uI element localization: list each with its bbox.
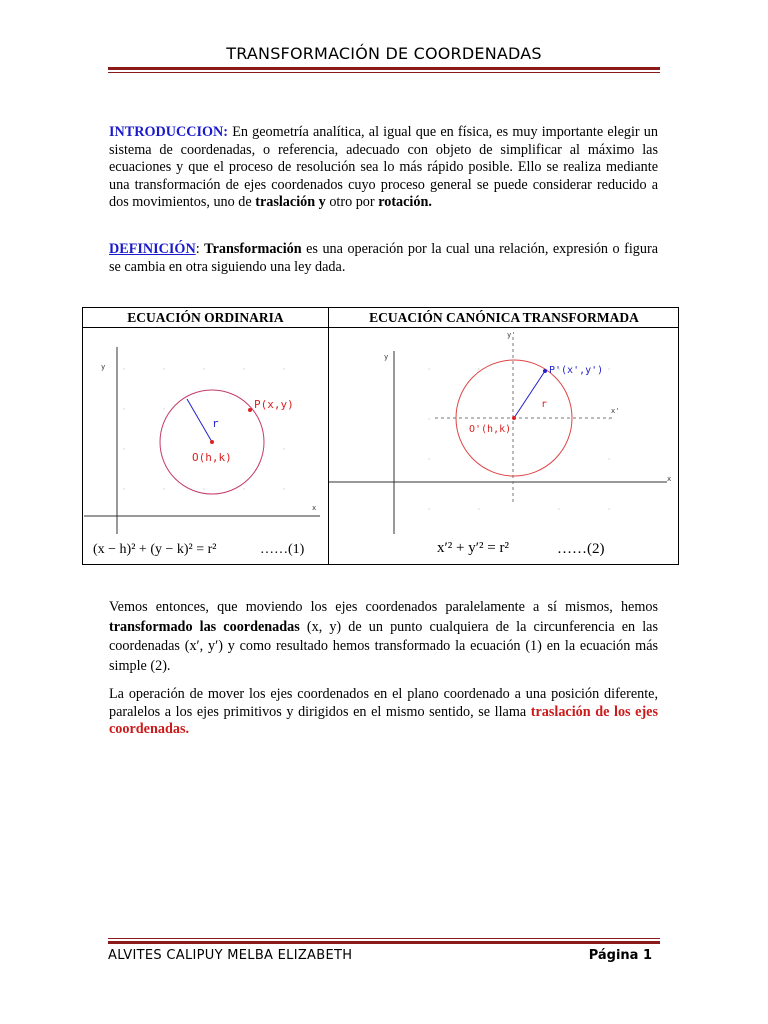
intro-text-2: otro por xyxy=(325,194,379,210)
definition-paragraph xyxy=(109,241,658,276)
paragraph-traslacion xyxy=(109,686,658,739)
point-label: P(x,y) xyxy=(254,398,294,411)
left-circle-figure xyxy=(84,329,327,534)
definition-text: es una operación por la cual una relación, expresión o figura se cambia en otra siguiendo una ley dada. xyxy=(109,241,658,275)
footer-author: ALVITES CALIPUY MELBA ELIZABETH xyxy=(108,948,353,963)
header-rule-thin xyxy=(108,72,660,73)
intro-label: INTRODUCCION: xyxy=(109,124,229,140)
left-column-header: ECUACIÓN ORDINARIA xyxy=(127,310,284,325)
y-axis-label: y xyxy=(384,353,389,361)
para4-text: La operación de mover los ejes coordenados en el plano coordenado a una posición diferente, paralelos a los ejes primitivos y dirigidos en el mismo sentido, se llama xyxy=(109,686,658,720)
para4-end: . xyxy=(185,721,190,737)
radius-label: r xyxy=(212,417,219,430)
para4-red-term: traslación de los ejes coordenadas xyxy=(109,703,658,737)
radius-label: r xyxy=(541,399,548,410)
para3-text-3: y como resultado hemos transformado la ecuación (1) en la ecuación más simple (2). xyxy=(109,638,659,674)
para3-bold: transformado las coordenadas xyxy=(109,618,300,635)
center-point xyxy=(210,440,214,444)
dot-grid xyxy=(428,368,610,510)
definition-bold: Transformación xyxy=(204,241,302,257)
para3-text: Vemos entonces, que moviendo los ejes coordenados paralelamente a sí mismos, hemos xyxy=(109,599,658,615)
intro-paragraph xyxy=(109,124,658,212)
footer-rule xyxy=(108,941,660,944)
para3-math-xy: (x, y) xyxy=(299,618,349,635)
para3-text-2: de un punto cualquiera de la circunferencia en las coordenadas xyxy=(109,618,659,654)
definition-label: DEFINICIÓN xyxy=(109,241,196,257)
left-equation-text: (x − h)² + (y − k)² = r² xyxy=(93,542,217,557)
footer-rule-thin xyxy=(108,938,660,939)
x-prime-axis-label: x' xyxy=(611,407,620,415)
p-point xyxy=(543,369,547,373)
left-equation xyxy=(93,542,216,558)
equation-table xyxy=(82,307,679,565)
radius-line xyxy=(187,399,212,442)
radius-line xyxy=(514,371,548,418)
intro-text: En geometría analítica, al igual que en física, es muy importante elegir un sistema de coordenadas, o referencia, adecuado con objeto de simplificar al máximo las ecuaciones y que el proceso de resolución sea lo más rápido posible. Ello se realiza mediante una transformación de ejes coordenados cuyo proceso general se puede considerar reducido a dos movimientos, uno de xyxy=(109,124,658,210)
y-axis-label: y xyxy=(101,363,106,371)
header-rule xyxy=(108,67,660,70)
right-equation: x′² + y′² = r² xyxy=(437,540,509,556)
para3-math-xy-prime: (x′, y′) xyxy=(184,638,223,654)
p-point xyxy=(248,408,252,412)
center-label: O'(h,k) xyxy=(469,424,512,435)
center-label: O(h,k) xyxy=(192,451,232,464)
y-prime-axis-label: y' xyxy=(507,331,516,339)
x-axis-label: x xyxy=(312,504,317,512)
table-row-divider xyxy=(83,327,678,328)
page-title: TRANSFORMACIÓN DE COORDENADAS xyxy=(226,44,542,63)
left-equation-ref: ……(1) xyxy=(260,542,305,557)
right-circle-figure xyxy=(329,329,679,534)
center-point xyxy=(512,416,516,420)
x-axis-label: x xyxy=(667,475,672,483)
page-number: Página 1 xyxy=(588,948,652,963)
right-column-header: ECUACIÓN CANÓNICA TRANSFORMADA xyxy=(369,310,639,325)
intro-bold-traslacion: traslación y xyxy=(255,194,326,210)
definition-sep: : xyxy=(195,241,205,257)
right-equation-ref: ……(2) xyxy=(557,541,605,557)
paragraph-coordinates xyxy=(109,598,658,676)
point-label: P'(x',y') xyxy=(549,365,604,376)
intro-bold-rotacion: rotación. xyxy=(378,194,432,210)
